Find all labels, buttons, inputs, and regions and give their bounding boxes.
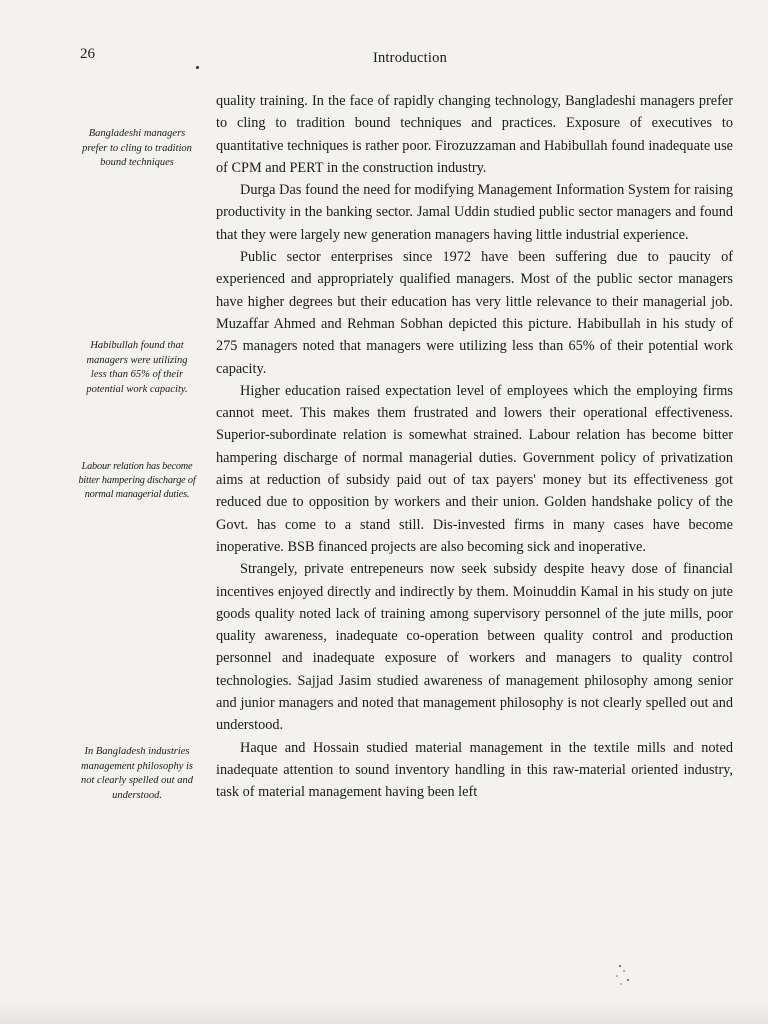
paragraph: Durga Das found the need for modifying Management Information System for raising productivity in the banking sector. Jamal Uddin studied public sector managers and found that they were largely new generation managers having little industrial experience. [216, 182, 733, 243]
paragraph: Strangely, private entrepeneurs now seek subsidy despite heavy dose of financial incentives enjoyed directly and indirectly by them. Moinuddin Kamal in his study on jute goods quality noted lack of training among supervisory personnel of the jute mills, poor quality awareness, inadequate co-operation between quality control and production personnel and inadequate exposure of workers and managers to quality control technologies. Sajjad Jasim studied awareness of management philosophy among senior and junior managers and noted that management philosophy is not clearly spelled out and understood. [216, 561, 733, 734]
page-edge-shadow [0, 1000, 768, 1024]
scan-specks [612, 962, 642, 992]
body-text [216, 90, 733, 804]
margin-note-tradition: Bangladeshi managers prefer to cling to tradition bound techniques [82, 128, 192, 169]
running-head-title: Introduction [372, 50, 448, 66]
scan-speck [196, 66, 199, 69]
paragraph: Haque and Hossain studied material management in the textile mills and noted inadequate attention to sound inventory handling in this raw-material oriented industry, task of material management having been left [216, 739, 733, 801]
margin-note-labour-relation: Labour relation has become bitter hampering discharge of normal managerial duties. [78, 461, 196, 500]
paragraph: Public sector enterprises since 1972 have been suffering due to paucity of experienced and appropriately qualified managers. Most of the public sector managers have higher degrees but their education has very little relevance to their managerial job. Muzaffar Ahmed and Rehman Sobhan depicted this picture. Habibullah in his study of 275 managers noted that managers were utilizing less than 65% of their potential work capacity. [216, 249, 733, 377]
page-number: 26 [80, 46, 95, 62]
margin-note-work-capacity: Habibullah found that managers were utilizing less than 65% of their potential work capacity. [86, 340, 188, 395]
paragraph: Higher education raised expectation level of employees which the employing firms cannot meet. This makes them frustrated and lowers their operational effectiveness. Superior-subordinate relation is somewhat strained. Labour relation has become bitter hampering discharge of normal managerial duties. Government policy of privatization aims at reduction of subsidy paid out of tax payers' money but its effectiveness got reduced due to opposition by workers and their union. Golden handshake policy of the Govt. has come to a stand still. Dis-invested firms in many cases have become inoperative. BSB financed projects are also becoming sick and inoperative. [216, 382, 733, 555]
margin-note-management-philosophy: In Bangladesh industries management philosophy is not clearly spelled out and understood. [81, 746, 193, 801]
paragraph: quality training. In the face of rapidly changing technology, Bangladeshi managers prefer to cling to tradition bound techniques and practices. Exposure of executives to quantitative techniques is rather poor. Firozuzzaman and Habibullah found inadequate use of CPM and PERT in the construction industry. [216, 93, 733, 176]
